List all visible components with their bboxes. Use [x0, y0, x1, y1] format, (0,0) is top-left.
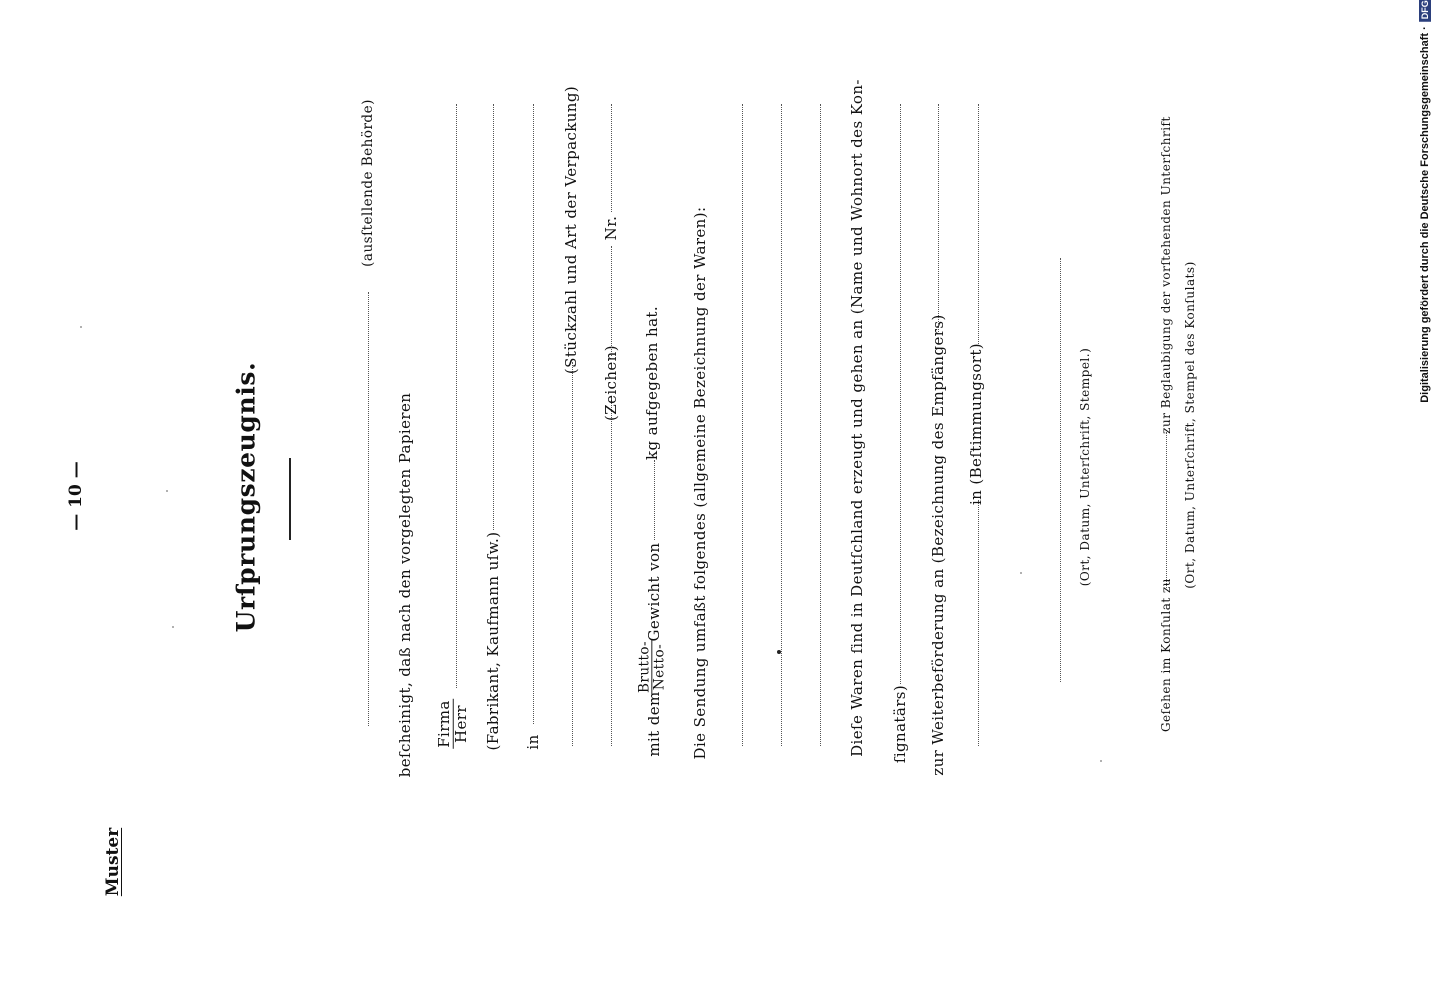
consulate-line: Geſehen im Konſulat zu [1159, 577, 1173, 733]
paper-speck [80, 326, 82, 328]
paper-speck [777, 650, 781, 654]
dfg-logo: DFG [1419, 0, 1431, 22]
forwarding-dotted-line [938, 104, 939, 332]
sender-hint: (Fabrikant, Kaufmann uſw.) [484, 531, 502, 751]
weight-suffix: kg aufgegeben hat. [643, 305, 661, 461]
destination-in: in (Beſtimmungsort) [967, 342, 985, 506]
authority-hint: (ausſtellende Behörde) [360, 99, 376, 267]
nr-label: Nr. [602, 215, 620, 241]
consulate-hint: (Ort, Datum, Unterſchrift, Stempel des Konſulats) [1183, 261, 1197, 589]
consignee-dotted-line [900, 104, 901, 684]
title-rule [289, 458, 291, 540]
count-dotted-line [572, 362, 573, 746]
certifies-text: beſcheinigt, daß nach den vorgelegten Papieren [396, 392, 414, 778]
brutto-netto-fraction [637, 638, 666, 696]
goods-dotted-line-3 [820, 104, 821, 746]
paper-speck [1020, 572, 1022, 574]
contents-heading: Die Sendung umfaßt folgendes (allgemeine Bezeichnung der Waren): [691, 206, 709, 760]
page-title: Urſprungszeugnis. [231, 361, 261, 633]
page-number: — 10 — [66, 461, 86, 531]
firma-herr-label [434, 697, 470, 751]
consulate-dotted-line [1166, 432, 1167, 588]
count-hint: (Stückzahl und Art der Verpackung) [562, 85, 580, 375]
paper-speck [172, 626, 174, 628]
herr-label: Herr [451, 705, 470, 743]
muster-label: Muster [103, 827, 123, 897]
in-label: in [524, 734, 542, 750]
forwarding-text: zur Weiterbeförderung an (Bezeichnung des Empfängers) [929, 314, 947, 776]
credit-text: Digitalisierung gefördert durch die Deutsche Forschungsgemeinschaft · [1419, 26, 1431, 403]
firma-label: Firma [434, 700, 453, 748]
netto-label: Netto- [651, 643, 668, 691]
weight-prefix: mit dem [645, 691, 663, 757]
authority-dotted-line [368, 292, 369, 726]
consignee-cont: ſignatärs) [891, 684, 909, 764]
marks-hint: (Zeichen) [602, 345, 620, 421]
weight-dotted-line [654, 460, 655, 540]
brutto-label: Brutto- [636, 640, 653, 694]
firma-dotted-line [456, 104, 457, 688]
sender-dotted-line [493, 104, 494, 530]
paper-speck [1100, 760, 1102, 762]
destination-tail-dotted-line [978, 104, 979, 344]
signature-dotted-line [1060, 258, 1061, 682]
destination-dotted-line [978, 500, 979, 746]
goods-dotted-line-2 [781, 104, 782, 746]
paper-speck [166, 490, 168, 492]
in-dotted-line [533, 104, 534, 724]
marks-dotted-line [611, 400, 612, 746]
consulate-purpose: zur Beglaubigung der vorſtehenden Unterſchrift [1159, 116, 1173, 434]
nr-dotted-line [611, 104, 612, 212]
signature-hint: (Ort, Datum, Unterſchrift, Stempel.) [1078, 347, 1092, 587]
origin-sentence: Dieſe Waren ſind in Deutſchland erzeugt und gehen an (Name und Wohnort des Kon- [848, 79, 866, 757]
weight-word: Gewicht von [645, 542, 663, 642]
goods-dotted-line-1 [742, 104, 743, 746]
digitization-credit [1419, 0, 1431, 403]
marks-nr-dotted-line [611, 246, 612, 356]
